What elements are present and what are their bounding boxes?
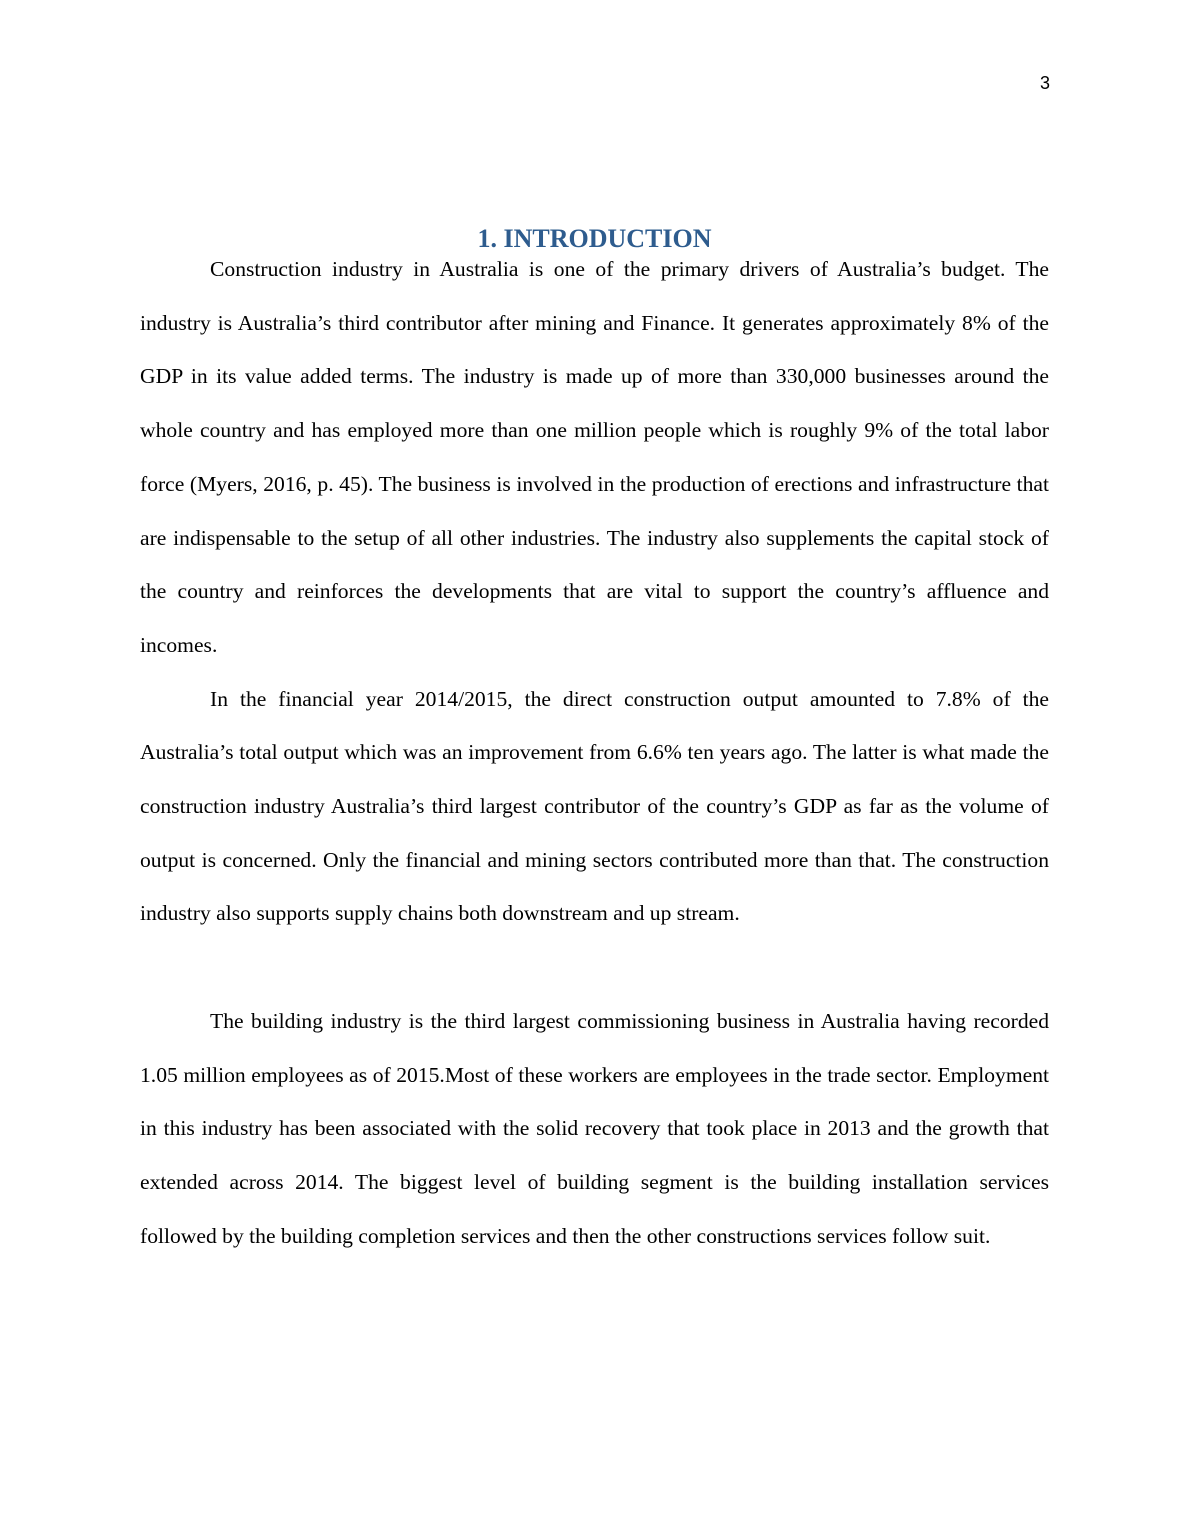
document-body [140,224,1049,1263]
paragraph-3: The building industry is the third largest commissioning business in Australia having recorded 1.05 million employees as of 2015.Most of these workers are employees in the trade sector. Employment in this industry has been associated with the solid recovery that took place in 2013 and the growth that extended across 2014. The biggest level of building segment is the building installation services followed by the building completion services and then the other constructions services follow suit. [140,1008,1049,1248]
paragraph-2: In the financial year 2014/2015, the direct construction output amounted to 7.8% of the Australia’s total output which was an improvement from 6.6% ten years ago. The latter is what made the construction industry Australia’s third largest contributor of the country’s GDP as far as the volume of output is concerned. Only the financial and mining sectors contributed more than that. The construction industry also supports supply chains both downstream and up stream. [140,686,1049,926]
page-number: 3 [1039,73,1050,93]
section-heading: 1. INTRODUCTION [477,224,712,253]
paragraph-spacer [140,941,1049,995]
paragraph-1: Construction industry in Australia is one of the primary drivers of Australia’s budget. The industry is Australia’s third contributor after mining and Finance. It generates approximately 8% of the GDP in its value added terms. The industry is made up of more than 330,000 businesses around the whole country and has employed more than one million people which is roughly 9% of the total labor force (Myers, 2016, p. 45). The business is involved in the production of erections and infrastructure that are indispensable to the setup of all other industries. The industry also supplements the capital stock of the country and reinforces the developments that are vital to support the country’s affluence and incomes. [140,257,1049,657]
